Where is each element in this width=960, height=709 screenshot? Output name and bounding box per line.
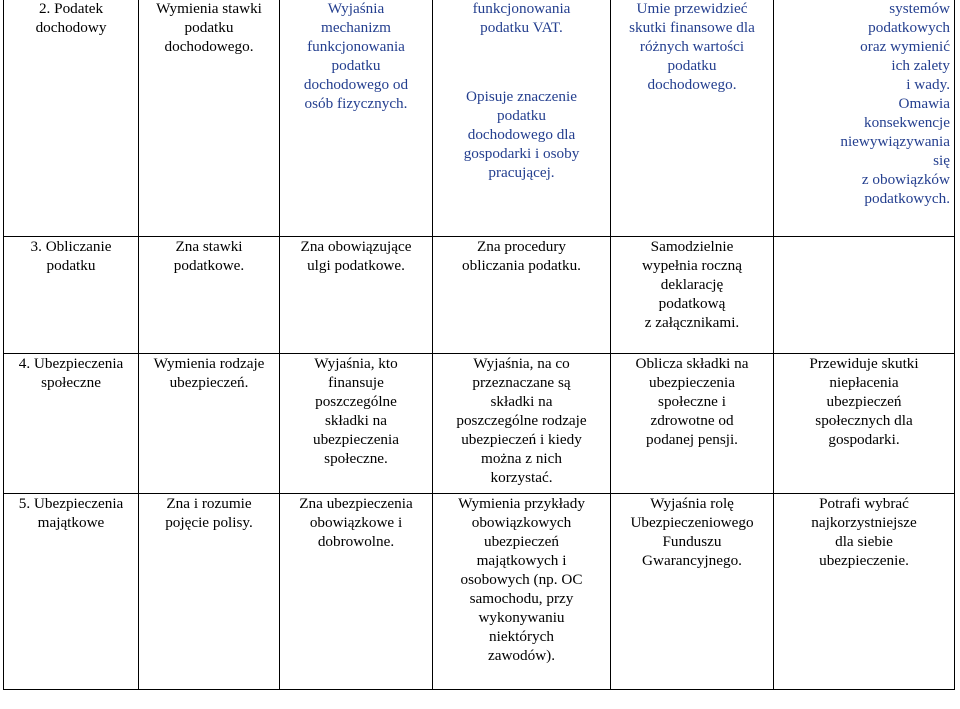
requirement-text: Potrafi wybrać najkorzystniejsze dla siebie ubezpieczenie.	[811, 495, 917, 569]
topic-text: 3. Obliczanie podatku	[30, 238, 112, 274]
requirement-cell	[433, 354, 611, 494]
requirement-text: Umie przewidzieć skutki finansowe dla różnych wartości podatku dochodowego.	[629, 0, 755, 93]
requirement-text: Wymienia stawki podatku dochodowego.	[156, 0, 262, 55]
requirement-cell	[280, 0, 433, 237]
requirement-text: Zna ubezpieczenia obowiązkowe i dobrowolne.	[299, 495, 413, 550]
requirement-text-continued: funkcjonowania podatku VAT.	[472, 0, 571, 36]
requirement-cell	[433, 237, 611, 354]
requirement-text: Wyjaśnia mechanizm funkcjonowania podatku dochodowego od osób fizycznych.	[303, 0, 409, 112]
requirement-cell	[611, 237, 774, 354]
topic-text: 5. Ubezpieczenia majątkowe	[18, 495, 124, 531]
topic-cell	[4, 0, 139, 237]
requirement-text: Zna obowiązujące ulgi podatkowe.	[300, 238, 412, 274]
table-row	[4, 237, 955, 354]
requirement-text: Samodzielnie wypełnia roczną deklarację podatkową z załącznikami.	[642, 238, 742, 331]
curriculum-table	[3, 0, 955, 690]
requirement-text: Zna procedury obliczania podatku.	[462, 238, 581, 274]
requirement-text: Wyjaśnia, kto finansuje poszczególne składki na ubezpieczenia społeczne.	[312, 355, 399, 467]
requirement-cell	[139, 354, 280, 494]
topic-text: 4. Ubezpieczenia społeczne	[18, 355, 124, 391]
requirement-cell	[611, 494, 774, 690]
requirement-text: Wymienia rodzaje ubezpieczeń.	[153, 355, 265, 391]
requirement-cell	[774, 0, 955, 237]
requirement-cell	[139, 237, 280, 354]
topic-cell	[4, 354, 139, 494]
requirement-cell	[611, 0, 774, 237]
table-row	[4, 0, 955, 237]
requirement-cell	[280, 237, 433, 354]
requirement-cell	[280, 354, 433, 494]
requirement-cell	[433, 0, 611, 237]
requirement-text: Wymienia przykłady obowiązkowych ubezpieczeń majątkowych i osobowych (np. OC samochodu, przy wykonywaniu niektórych zawodów).	[458, 495, 585, 664]
topic-text: 2. Podatek dochodowy	[35, 0, 107, 36]
requirement-cell	[774, 494, 955, 690]
requirement-cell	[611, 354, 774, 494]
requirement-cell	[774, 237, 955, 354]
requirement-text: Przewiduje skutki niepłacenia ubezpieczeń społecznych dla gospodarki.	[809, 355, 919, 448]
requirement-text: Opisuje znaczenie podatku dochodowego dla gospodarki i osoby pracującej.	[463, 88, 580, 181]
topic-cell	[4, 494, 139, 690]
table-row	[4, 494, 955, 690]
requirement-text: Zna i rozumie pojęcie polisy.	[165, 495, 253, 531]
requirement-text: Wyjaśnia rolę Ubezpieczeniowego Funduszu Gwarancyjnego.	[630, 495, 754, 569]
table-row	[4, 354, 955, 494]
requirement-text: systemów podatkowych oraz wymienić ich zalety i wady. Omawia konsekwencje niewywiązywania się z obowiązków podatkowych.	[840, 0, 950, 207]
topic-cell	[4, 237, 139, 354]
requirement-text: Wyjaśnia, na co przeznaczane są składki na poszczególne rodzaje ubezpieczeń i kiedy można z nich korzystać.	[456, 355, 587, 486]
requirement-cell	[280, 494, 433, 690]
requirement-cell	[433, 494, 611, 690]
requirement-text: Oblicza składki na ubezpieczenia społeczne i zdrowotne od podanej pensji.	[635, 355, 749, 448]
requirement-cell	[139, 494, 280, 690]
requirement-cell	[139, 0, 280, 237]
requirement-text: Zna stawki podatkowe.	[173, 238, 245, 274]
requirement-cell	[774, 354, 955, 494]
